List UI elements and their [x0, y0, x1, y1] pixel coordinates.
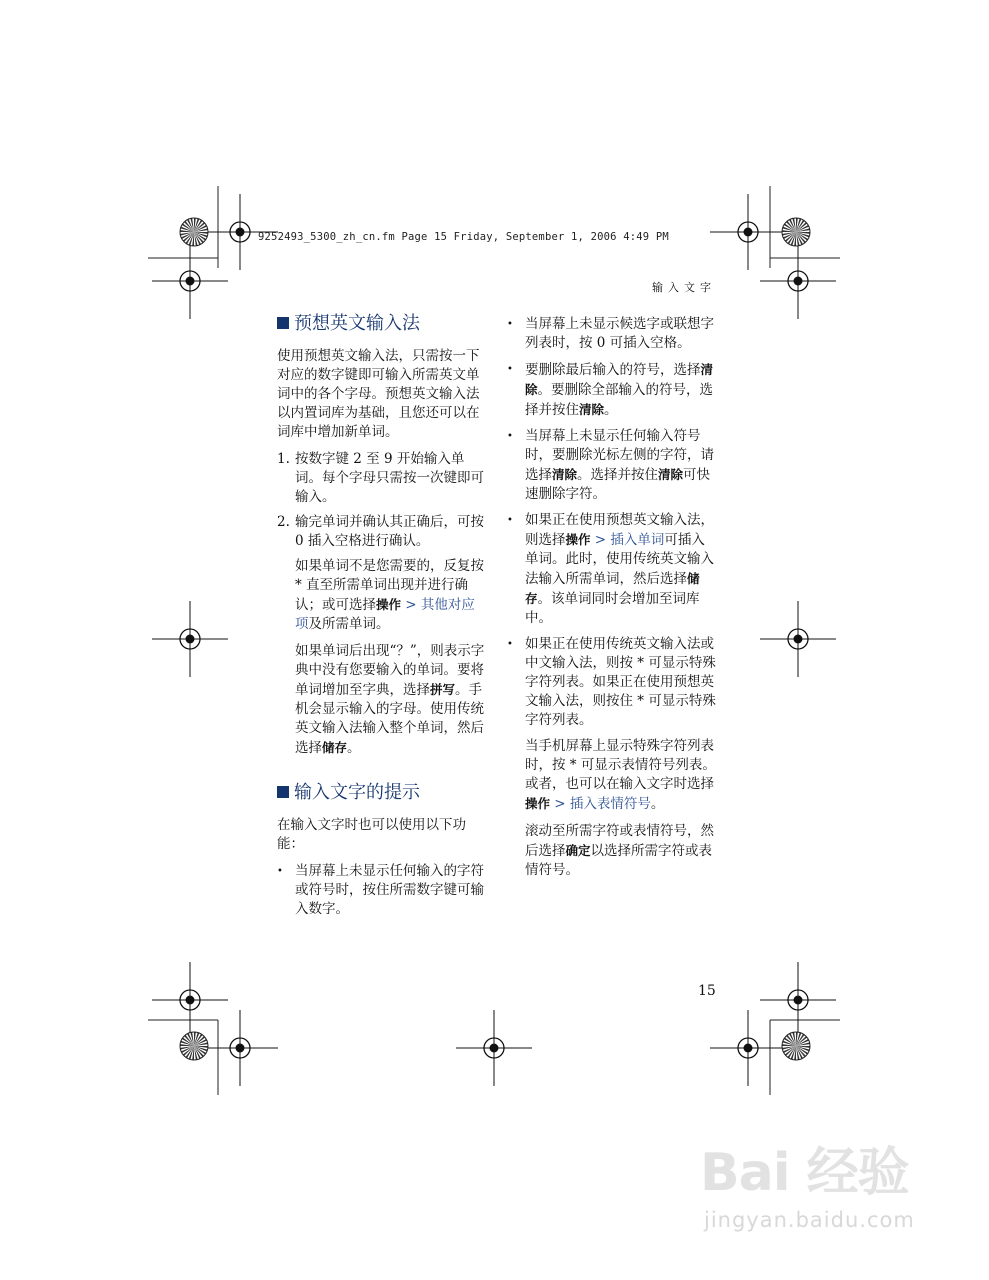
registration-target-icon: [760, 601, 836, 677]
registration-target-icon: [202, 1010, 278, 1086]
right-column: [507, 315, 717, 888]
bullet-note: 当手机屏幕上显示特殊字符列表时，按 * 可显示表情符号列表。或者，也可以在输入文字时选择操作 > 插入表情符号。: [525, 738, 716, 812]
starburst-mark-icon: [180, 1032, 208, 1060]
section-heading: 输入文字的提示: [277, 782, 487, 804]
numbered-step: 2. 输完单词并确认其正确后，可按 0 插入空格进行确认。: [277, 514, 484, 549]
bullet-note: 滚动至所需字符或表情符号，然后选择确定以选择所需字符或表情符号。: [525, 823, 714, 878]
slug-line: 9252493_5300_zh_cn.fm Page 15 Friday, September 1, 2006 4:49 PM: [258, 231, 669, 243]
registration-target-icon: [710, 1010, 786, 1086]
heading-square-icon: [277, 786, 289, 798]
starburst-mark-icon: [180, 218, 208, 246]
watermark-brand: Bai 经验: [700, 1143, 909, 1203]
registration-target-icon: [760, 243, 836, 319]
starburst-mark-icon: [782, 218, 810, 246]
bullet-item: • 如果正在使用预想英文输入法，则选择操作 > 插入单词可插入单词。此时，使用传统英文输入法输入所需单词，然后选择储存。该单词同时会增加至词库中。: [507, 512, 714, 626]
bullet-item: • 当屏幕上未显示候选字或联想字列表时，按 0 可插入空格。: [507, 316, 714, 351]
heading-square-icon: [277, 317, 289, 329]
starburst-mark-icon: [782, 1032, 810, 1060]
section-intro: 在输入文字时也可以使用以下功能：: [277, 817, 466, 852]
bullet-item: • 当屏幕上未显示任何输入的字符或符号时，按住所需数字键可输入数字。: [277, 863, 484, 917]
page-number: 15: [698, 983, 716, 999]
section-heading: 预想英文输入法: [277, 313, 487, 335]
bullet-item: • 当屏幕上未显示任何输入符号时，要删除光标左侧的字符，请选择清除。选择并按住清除可快速删除字符。: [507, 428, 714, 502]
registration-target-icon: [760, 962, 836, 1038]
registration-target-icon: [456, 1010, 532, 1086]
bullet-item: • 如果正在使用传统英文输入法或中文输入法，则按 * 可显示特殊字符列表。如果正在使用预想英文输入法，则按住 * 可显示特殊字符列表。: [507, 636, 716, 728]
left-column: [277, 313, 487, 926]
registration-target-icon: [710, 194, 786, 270]
watermark-url: jingyan.baidu.com: [704, 1208, 915, 1232]
running-head: 输入文字: [652, 281, 716, 294]
step-note: 如果单词后出现“？”，则表示字典中没有您要输入的单词。要将单词增加至字典，选择拼写。手机会显示输入的字母。使用传统英文输入法输入整个单词，然后选择储存。: [295, 643, 485, 756]
registration-target-icon: [152, 243, 228, 319]
numbered-step: 1. 按数字键 2 至 9 开始输入单词。每个字母只需按一次键即可输入。: [277, 451, 484, 505]
registration-target-icon: [152, 962, 228, 1038]
bullet-item: • 要删除最后输入的符号，选择清除。要删除全部输入的符号，选择并按住清除。: [507, 362, 714, 418]
section-intro: 使用预想英文输入法，只需按一下对应的数字键即可输入所需英文单词中的各个字母。预想英文输入法以内置词库为基础，且您还可以在词库中增加新单词。: [277, 348, 480, 440]
step-note: 如果单词不是您需要的，反复按 * 直至所需单词出现并进行确认；或可选择操作 > 其他对应项及所需单词。: [295, 558, 484, 632]
registration-target-icon: [152, 601, 228, 677]
